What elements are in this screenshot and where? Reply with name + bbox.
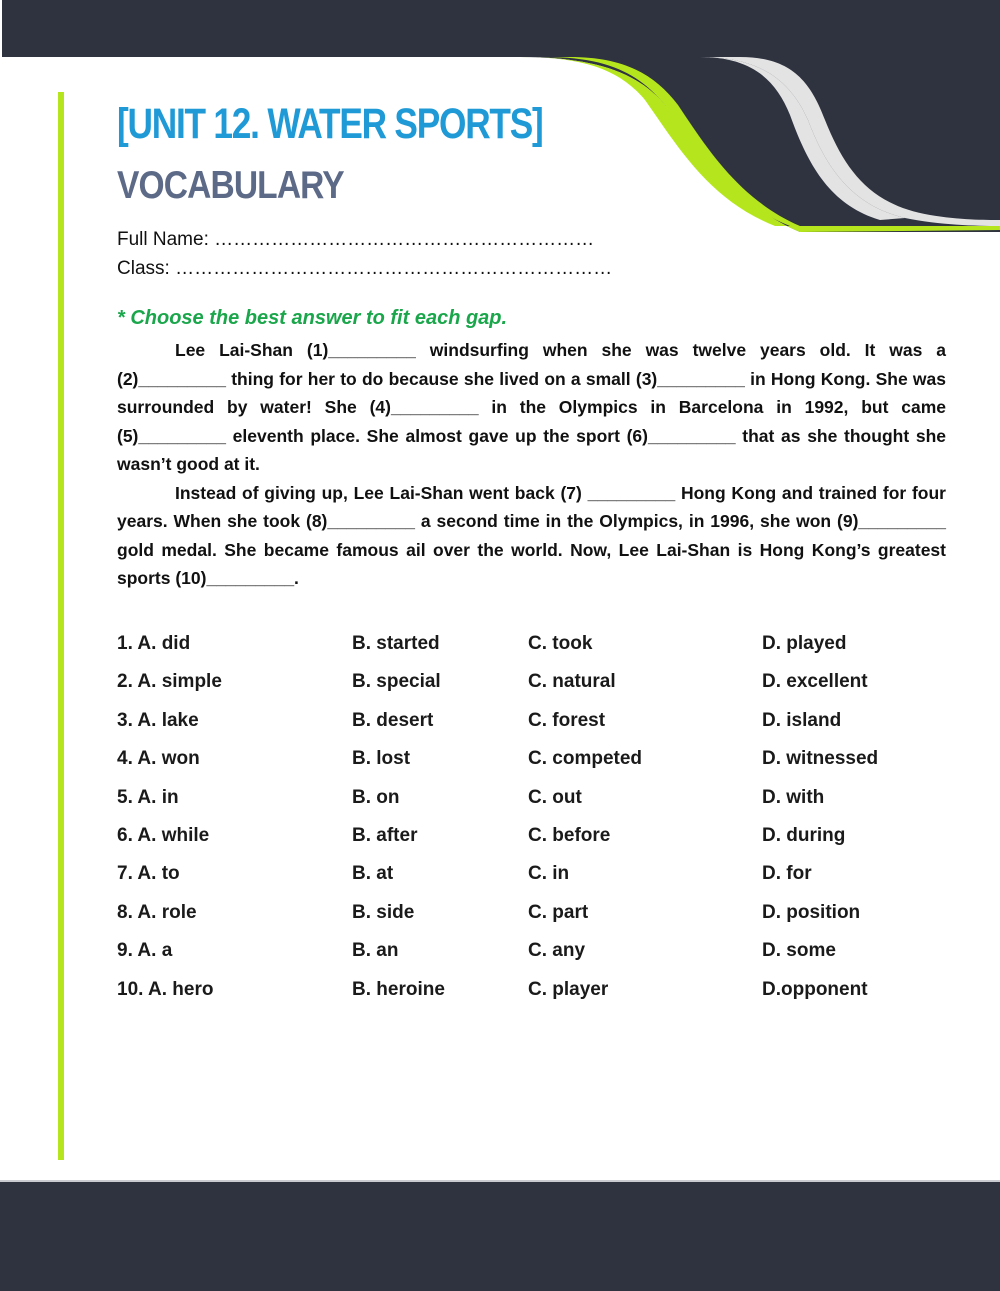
option-b: B. on xyxy=(352,786,400,808)
option-b: B. heroine xyxy=(352,978,445,1000)
option-b: B. after xyxy=(352,824,418,846)
page-title: [UNIT 12. WATER SPORTS] xyxy=(117,100,543,148)
option-a: 6. A. while xyxy=(117,824,210,846)
option-c: C. part xyxy=(528,901,589,923)
option-d: D. position xyxy=(762,901,861,923)
question-row-9 xyxy=(117,934,957,972)
option-b: B. lost xyxy=(352,748,411,770)
page-subtitle: VOCABULARY xyxy=(117,164,344,207)
option-c: C. any xyxy=(528,940,586,962)
full-name-field: Full Name: …………………………………………………… xyxy=(117,229,595,250)
option-b: B. special xyxy=(352,671,441,693)
option-a: 9. A. a xyxy=(117,940,173,962)
option-d: D. played xyxy=(762,633,847,654)
option-a: 3. A. lake xyxy=(117,709,199,731)
option-b: B. started xyxy=(352,633,440,654)
option-a: 2. A. simple xyxy=(117,671,222,693)
option-a: 1. A. did xyxy=(117,633,191,654)
option-c: C. player xyxy=(528,978,609,1000)
option-c: C. competed xyxy=(528,748,643,770)
reading-passage xyxy=(117,336,946,593)
option-c: C. before xyxy=(528,824,611,846)
option-a: 10. A. hero xyxy=(117,978,214,1000)
question-row-10 xyxy=(117,973,957,1011)
option-d: D. island xyxy=(762,709,842,731)
passage-paragraph-2: Instead of giving up, Lee Lai-Shan went back (7) _________ Hong Kong and trained for four years. When she took (8)_________ a second time in the Olympics, in 1996, she won (9)_________ gold medal. She became famous ail over the world. Now, Lee Lai-Shan is Hong Kong’s greatest sports (10)_________. xyxy=(117,482,946,588)
answer-options-list xyxy=(117,627,957,1011)
option-b: B. side xyxy=(352,901,415,923)
option-c: C. natural xyxy=(528,671,616,693)
option-c: C. forest xyxy=(528,709,606,731)
question-row-3 xyxy=(117,704,957,742)
option-b: B. at xyxy=(352,863,394,885)
instruction-text: * Choose the best answer to fit each gap. xyxy=(117,307,508,329)
question-row-5 xyxy=(117,781,957,819)
option-d: D. some xyxy=(762,940,836,962)
option-d: D. excellent xyxy=(762,671,868,693)
option-a: 7. A. to xyxy=(117,863,180,885)
option-a: 8. A. role xyxy=(117,901,197,923)
option-d: D. witnessed xyxy=(762,748,879,770)
option-a: 5. A. in xyxy=(117,786,179,808)
question-row-8 xyxy=(117,896,957,934)
option-d: D.opponent xyxy=(762,978,868,1000)
option-d: D. for xyxy=(762,863,812,885)
passage-paragraph-1: Lee Lai-Shan (1)_________ windsurfing when she was twelve years old. It was a (2)_________ thing for her to do because she lived on a small (3)_________ in Hong Kong. She was surrounded by water! She (4)_________ in the Olympics in Barcelona in 1992, but came (5)_________ eleventh place. She almost gave up the sport (6)_________ that as she thought she wasn’t good at it. xyxy=(117,340,946,474)
option-b: B. desert xyxy=(352,709,434,731)
option-a: 4. A. won xyxy=(117,748,200,770)
option-d: D. during xyxy=(762,824,846,846)
option-c: C. in xyxy=(528,863,570,885)
left-accent-stripe xyxy=(58,92,64,1160)
class-field: Class: …………………………………………………………… xyxy=(117,258,613,279)
question-row-2 xyxy=(117,665,957,703)
question-row-7 xyxy=(117,857,957,895)
bottom-footer-band xyxy=(0,1180,1000,1291)
option-c: C. out xyxy=(528,786,582,808)
question-row-1 xyxy=(117,627,957,665)
question-row-6 xyxy=(117,819,957,857)
option-c: C. took xyxy=(528,633,593,654)
option-d: D. with xyxy=(762,786,825,808)
footer-top-rule xyxy=(0,1180,1000,1182)
question-row-4 xyxy=(117,742,957,780)
option-b: B. an xyxy=(352,940,399,962)
